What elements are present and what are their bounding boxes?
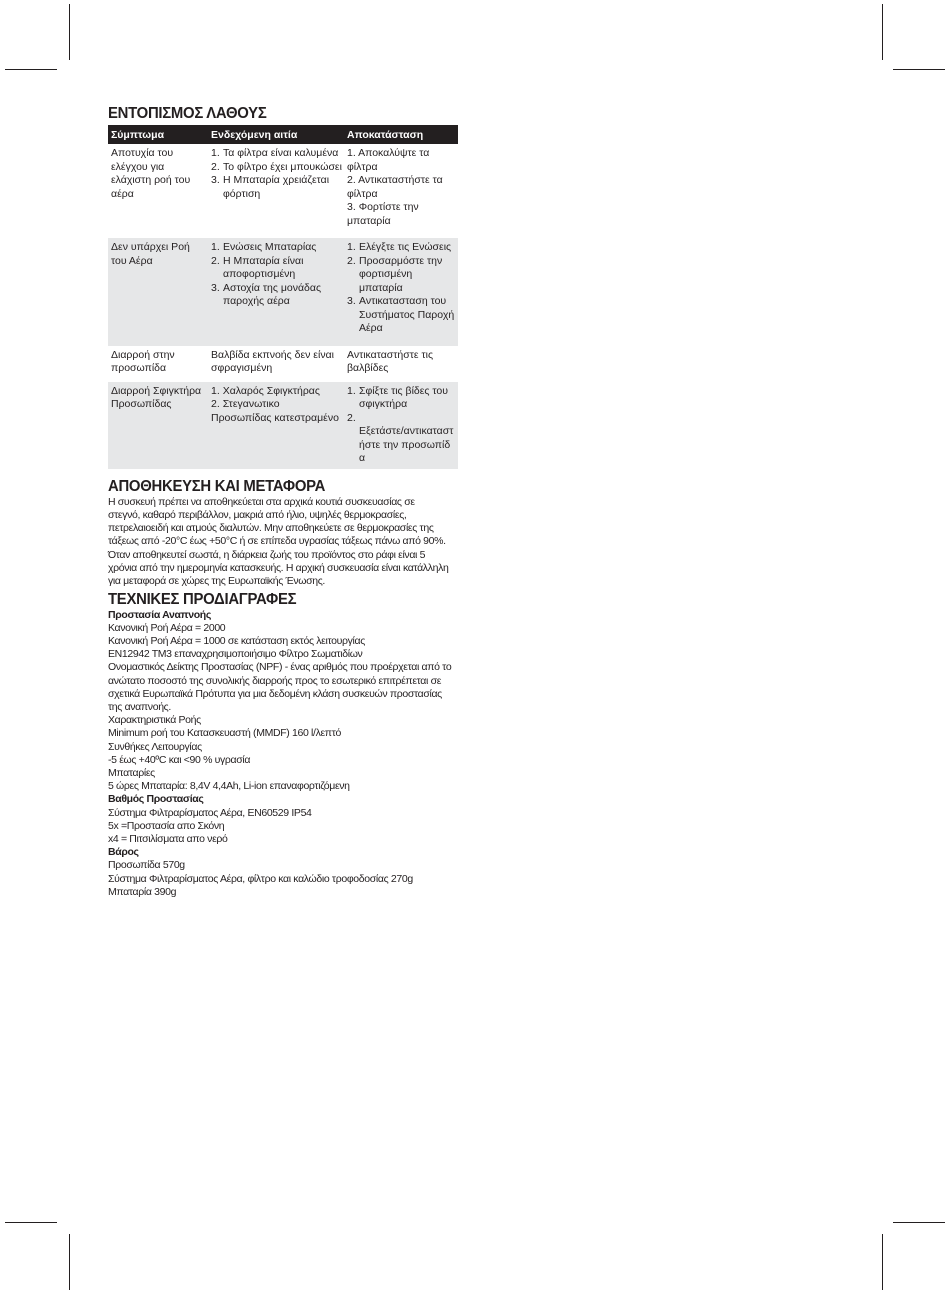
spec-line: Σύστημα Φιλτραρίσματος Αέρα, EN60529 IP54 [108, 806, 312, 819]
crop-mark [69, 4, 70, 60]
crop-mark [5, 69, 57, 70]
spec-line: 5 ώρες Μπαταρία: 8,4V 4,4Ah, Li-ion επαναφορτιζόμενη [108, 780, 350, 793]
spec-heading: Βαθμός Προστασίας [108, 793, 204, 806]
specs-list [108, 609, 458, 899]
table-header-row [108, 125, 458, 144]
crop-mark [69, 1234, 70, 1290]
list-item: 3. Αστοχία της μονάδας παροχής αέρα [211, 281, 322, 307]
manual-page [108, 104, 458, 899]
cause-cell [208, 238, 344, 346]
list-item: 3. Φορτίστε την μπαταρία [347, 201, 419, 227]
cause-cell: Βαλβίδα εκπνοής δεν είναι σφραγισμένη [211, 348, 334, 374]
storage-title: ΑΠΟΘΗΚΕΥΣΗ ΚΑΙ ΜΕΤΑΦΟΡΑ [108, 477, 326, 495]
remedy-cell [344, 382, 458, 469]
spec-line: Σύστημα Φιλτραρίσματος Αέρα, φίλτρο και καλώδιο τροφοδοσίας 270g [108, 872, 413, 885]
list-item: 2. Αντικαταστήστε τα φίλτρα [347, 174, 443, 200]
cause-cell [208, 382, 344, 469]
storage-paragraph: Η συσκευή πρέπει να αποθηκεύεται στα αρχικά κουτιά συσκευασίας σε στεγνό, καθαρό περιβάλλον, μακριά από ήλιο, υψηλές θερμοκρασίες, πετρελαιοειδή και ατμούς διαλυτών. Μην αποθηκεύετε σε θερμοκρασίες της τάξεως από -20°C έως +50°C ή σε επίπεδα υγρασίας τάξεως πάνω από 90%. Όταν αποθηκευτεί σωστά, η διάρκεια ζωής του προϊόντος στο ράφι είναι 5 χρόνια από την ημερομηνία κατασκευής. Η αρχική συσκευασία είναι κατάλληλη για μεταφορά σε χώρες της Ευρωπαϊκής Ένωσης. [108, 495, 449, 588]
crop-mark [882, 1234, 883, 1290]
crop-mark [893, 1222, 945, 1223]
spec-heading: Προστασία Αναπνοής [108, 608, 211, 621]
spec-line: Minimum ροή του Κατασκευαστή (MMDF) 160 l/λεπτό [108, 727, 341, 740]
crop-mark [882, 4, 883, 60]
list-item: 1. Χαλαρός Σφιγκτήρας [211, 384, 320, 397]
table-row [108, 238, 458, 346]
list-item: 1. Σφίξτε τις βίδες του σφιγκτήρα [347, 384, 448, 410]
symptom-cell: Δεν υπάρχει Ροή του Αέρα [108, 238, 208, 346]
list-item: 1. Αποκαλύψτε τα φίλτρα [347, 147, 430, 173]
spec-line: Κανονική Ροή Αέρα = 1000 σε κατάσταση εκτός λειτουργίας [108, 634, 365, 647]
spec-line: Κανονική Ροή Αέρα = 2000 [108, 621, 226, 634]
list-item: 1. Ενώσεις Μπαταρίας [211, 241, 317, 253]
list-item: 1. Τα φίλτρα είναι καλυμένα [211, 147, 339, 159]
spec-line: Μπαταρίες [108, 767, 155, 780]
spec-line: Συνθήκες Λειτουργίας [108, 740, 202, 753]
list-item: 3. Η Μπαταρία χρειάζεται φόρτιση [211, 174, 330, 200]
remedy-cell: Αντικαταστήστε τις βαλβίδες [347, 348, 434, 374]
header-symptom: Σύμπτωμα [108, 125, 208, 144]
header-remedy: Αποκατάσταση [344, 125, 458, 144]
list-item: 2. Εξετάστε/αντικαταστήστε την προσωπίδα [347, 411, 454, 464]
list-item: 2. Η Μπαταρία είναι αποφορτισμένη [211, 254, 304, 280]
cause-cell [208, 144, 344, 238]
troubleshooting-title: ΕΝΤΟΠΙΣΜΟΣ ΛΑΘΟΥΣ [108, 105, 267, 122]
table-row [108, 144, 458, 238]
spec-line: Ονομαστικός Δείκτης Προστασίας (NPF) - ένας αριθμός που προέρχεται από το [108, 661, 452, 674]
spec-line: ανώτατο ποσοστό της συνολικής διαρροής προς το εσωτερικό επιτρέπεται σε [108, 674, 442, 687]
spec-line: Μπαταρία 390g [108, 885, 177, 898]
symptom-cell: Διαρροή στην προσωπίδα [111, 348, 175, 374]
spec-line: της αναπνοής. [108, 701, 171, 713]
spec-line: Χαρακτηριστικά Ροής [108, 714, 201, 727]
list-item: 2. Προσαρμόστε την φορτισμένη μπαταρία [347, 254, 443, 294]
specs-title: ΤΕΧΝΙΚΕΣ ΠΡΟΔΙΑΓΡΑΦΕΣ [108, 590, 297, 608]
spec-line: 5x =Προστασία απο Σκόνη [108, 819, 225, 832]
symptom-cell: Αποτυχία του ελέγχου για ελάχιστη ροή του αέρα [111, 147, 191, 200]
spec-heading: Βάρος [108, 846, 139, 859]
remedy-cell [344, 238, 458, 346]
list-item: 2. Στεγανωτικο Προσωπίδας κατεστραμένο [211, 398, 339, 424]
spec-line: Προσωπίδα 570g [108, 859, 185, 872]
list-item: 1. Ελέγξτε τις Ενώσεις [347, 241, 452, 253]
list-item: 2. Το φίλτρο έχει μπουκώσει [211, 160, 342, 173]
list-item: 3. Αντικατασταση του Συστήματος Παροχή Αέρα [347, 295, 455, 334]
crop-mark [5, 1222, 57, 1223]
spec-line: -5 έως +40ºC και <90 % υγρασία [108, 753, 251, 766]
table-row [108, 346, 458, 382]
table-row [108, 382, 458, 469]
remedy-cell [344, 144, 458, 238]
spec-line: x4 = Πιτσιλίσματα απο νερό [108, 833, 228, 846]
crop-mark [893, 69, 945, 70]
spec-line: EN12942 TM3 επαναχρησιμοποιήσιμο Φίλτρο Σωματιδίων [108, 648, 363, 661]
symptom-cell: Διαρροή Σφιγκτήρα Προσωπίδας [108, 382, 208, 469]
spec-line: σχετικά Ευρωπαϊκά Πρότυπα για μια δεδομένη κλάση συσκευών προστασίας [108, 687, 442, 700]
header-cause: Ενδεχόμενη αιτία [208, 125, 344, 144]
troubleshooting-table [108, 125, 458, 469]
